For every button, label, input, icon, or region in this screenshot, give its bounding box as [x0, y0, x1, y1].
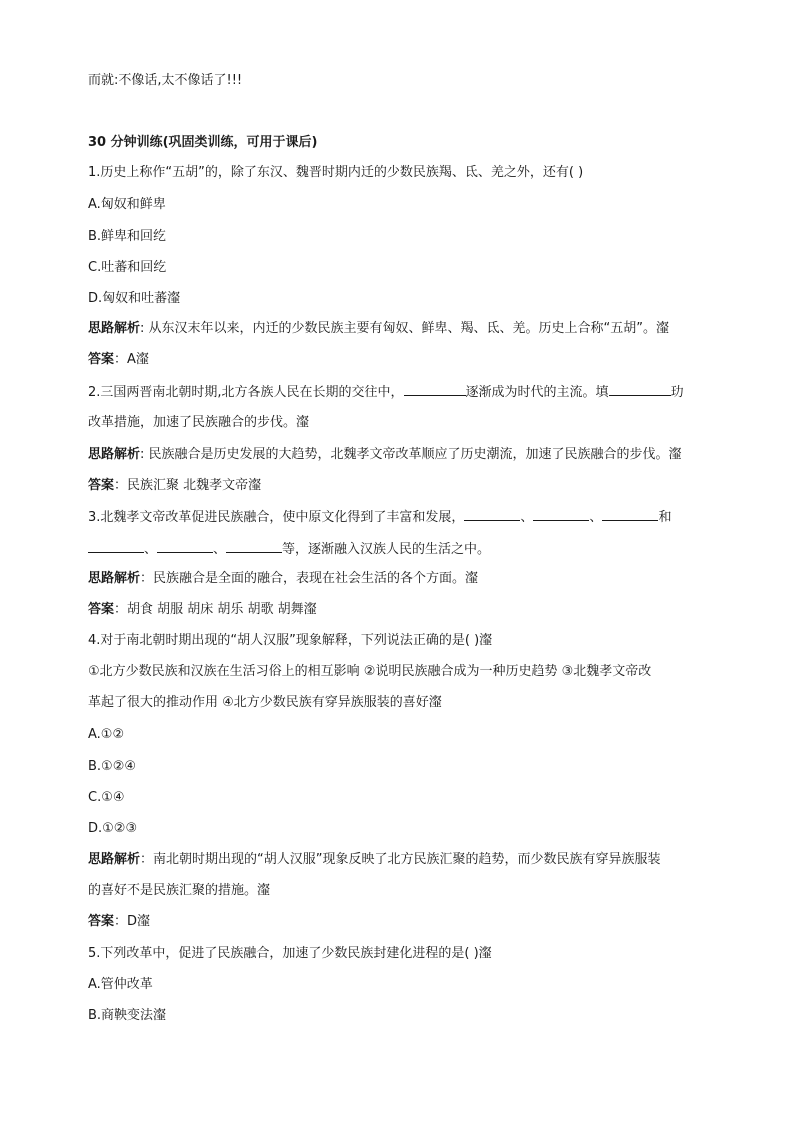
answer-text: ：胡食 胡服 胡床 胡乐 胡歌 胡舞瀣 — [114, 602, 317, 617]
explanation-text: : 从东汉末年以来，内迁的少数民族主要有匈奴、鲜卑、羯、氐、羌。历史上合称“五胡”。瀣 — [140, 321, 669, 336]
q3-text-end: 等，逐渐融入汉族人民的生活之中。 — [282, 542, 491, 557]
question-3-continued — [88, 540, 490, 559]
q4-explanation-continued: 的喜好不是民族汇聚的措施。瀣 — [88, 883, 271, 898]
q4-option-a: A.①② — [88, 727, 125, 742]
fill-blank — [157, 540, 213, 553]
q1-option-b: B.鲜卑和回纥 — [88, 229, 167, 244]
intro-line: 而就:不像话,太不像话了!!! — [88, 73, 243, 88]
fill-blank — [602, 508, 658, 521]
q4-explanation — [88, 851, 661, 869]
question-3 — [88, 508, 671, 527]
q3-separator: 、 — [589, 510, 603, 525]
answer-text: ：A瀣 — [114, 352, 149, 367]
answer-text: ：D瀣 — [114, 914, 151, 929]
q4-statements: ①北方少数民族和汉族在生活习俗上的相互影响 ②说明民族融合成为一种历史趋势 ③北魏孝文帝改 — [88, 664, 652, 679]
q1-answer — [88, 351, 149, 369]
fill-blank — [609, 383, 671, 396]
answer-label: 答案 — [88, 602, 115, 617]
answer-label: 答案 — [88, 914, 115, 929]
question-2-continued: 改革措施，加速了民族融合的步伐。瀣 — [88, 415, 310, 430]
q2-text-part3: 玏 — [670, 385, 684, 400]
answer-text: ：民族汇聚 北魏孝文帝瀣 — [114, 478, 262, 493]
q3-separator: 、 — [520, 510, 534, 525]
explanation-text: : 民族融合是历史发展的大趋势，北魏孝文帝改革顺应了历史潮流，加速了民族融合的步伐。瀣 — [140, 447, 682, 462]
explanation-label: 思路解析 — [88, 852, 141, 867]
q3-separator: 、 — [213, 542, 227, 557]
q4-option-d: D.①②③ — [88, 821, 138, 836]
fill-blank — [88, 540, 144, 553]
q2-explanation — [88, 446, 682, 464]
explanation-label: 思路解析 — [88, 321, 141, 336]
q4-answer — [88, 913, 150, 931]
explanation-text: ：民族融合是全面的融合，表现在社会生活的各个方面。瀣 — [140, 571, 479, 586]
q2-text-part1: 2.三国两晋南北朝时期,北方各族人民在长期的交往中， — [88, 385, 404, 400]
q2-answer — [88, 477, 261, 495]
answer-label: 答案 — [88, 478, 115, 493]
q3-explanation — [88, 570, 478, 588]
fill-blank — [226, 540, 282, 553]
q3-text: 3.北魏孝文帝改革促进民族融合，使中原文化得到了丰富和发展， — [88, 510, 465, 525]
fill-blank — [533, 508, 589, 521]
q3-separator: 、 — [144, 542, 158, 557]
question-4: 4.对于南北朝时期出现的“胡人汉服”现象解释，下列说法正确的是( )瀣 — [88, 633, 493, 648]
q1-option-d: D.匈奴和吐蕃瀣 — [88, 291, 181, 306]
q3-answer — [88, 601, 317, 619]
q5-option-b: B.商鞅变法瀣 — [88, 1008, 167, 1023]
explanation-label: 思路解析 — [88, 571, 141, 586]
q4-option-c: C.①④ — [88, 790, 125, 805]
question-5: 5.下列改革中，促进了民族融合，加速了少数民族封建化进程的是( )瀣 — [88, 946, 492, 961]
section-title: 30 分钟训练(巩固类训练，可用于课后) — [88, 135, 318, 150]
q1-explanation — [88, 320, 669, 338]
q2-text-part2: 逐渐成为时代的主流。填 — [465, 385, 609, 400]
explanation-label: 思路解析 — [88, 447, 141, 462]
q4-option-b: B.①②④ — [88, 759, 137, 774]
q5-option-a: A.管仲改革 — [88, 977, 153, 992]
question-1: 1.历史上称作“五胡”的，除了东汉、魏晋时期内迁的少数民族羯、氐、羌之外，还有( ) — [88, 165, 584, 180]
q1-option-c: C.吐蕃和回纥 — [88, 260, 167, 275]
explanation-text: ：南北朝时期出现的“胡人汉服”现象反映了北方民族汇聚的趋势，而少数民族有穿异族服装 — [140, 852, 661, 867]
q1-option-a: A.匈奴和鲜卑 — [88, 197, 166, 212]
fill-blank — [404, 383, 466, 396]
q4-statements-continued: 革起了很大的推动作用 ④北方少数民族有穿异族服装的喜好瀣 — [88, 695, 442, 710]
q3-separator: 和 — [658, 510, 672, 525]
fill-blank — [464, 508, 520, 521]
question-2 — [88, 383, 684, 402]
answer-label: 答案 — [88, 352, 115, 367]
